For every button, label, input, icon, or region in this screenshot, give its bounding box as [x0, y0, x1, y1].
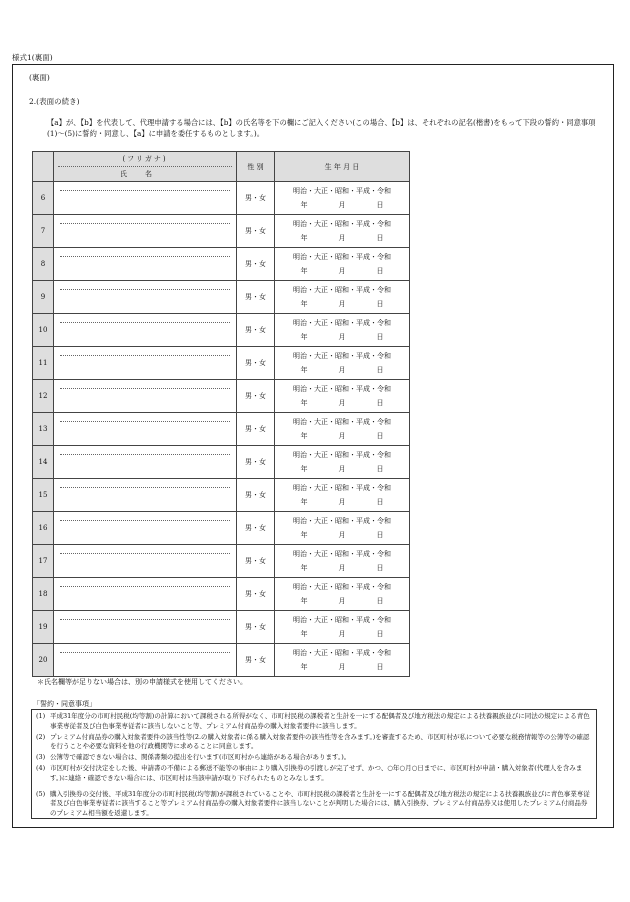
- date-parts: [275, 495, 409, 509]
- era-options: 明治・大正・昭和・平成・令和: [293, 418, 391, 426]
- month-label: 月: [338, 267, 346, 275]
- date-parts: [275, 627, 409, 641]
- era-options: 明治・大正・昭和・平成・令和: [293, 517, 391, 525]
- gender-field[interactable]: 男・女: [237, 314, 275, 347]
- form-frame: [12, 64, 614, 828]
- month-label: 月: [338, 531, 346, 539]
- era-options: 明治・大正・昭和・平成・令和: [293, 187, 391, 195]
- date-parts: [275, 297, 409, 311]
- furigana-field[interactable]: [60, 611, 230, 620]
- year-label: 年: [300, 564, 308, 572]
- dob-field[interactable]: [275, 479, 410, 512]
- year-label: 年: [300, 267, 308, 275]
- day-label: 日: [376, 663, 384, 671]
- day-label: 日: [376, 300, 384, 308]
- gender-field[interactable]: 男・女: [237, 413, 275, 446]
- overflow-note: ＊氏名欄等が足りない場合は、別の申請様式を使用してください。: [37, 678, 247, 686]
- dob-field[interactable]: [275, 215, 410, 248]
- dob-field[interactable]: [275, 347, 410, 380]
- year-label: 年: [300, 597, 308, 605]
- back-side-label: (裏面): [29, 73, 50, 82]
- day-label: 日: [376, 465, 384, 473]
- furigana-field[interactable]: [60, 644, 230, 653]
- gender-field[interactable]: 男・女: [237, 380, 275, 413]
- furigana-field[interactable]: [60, 512, 230, 521]
- table-row: [33, 545, 410, 578]
- table-row: [33, 512, 410, 545]
- date-parts: [275, 594, 409, 608]
- month-label: 月: [338, 630, 346, 638]
- month-label: 月: [338, 432, 346, 440]
- table-row: [33, 215, 410, 248]
- intro-paragraph: 【a】が、【b】を代表して、代理申請する場合には、【b】の氏名等を下の欄にご記入ください(この場合、【b】は、それぞれの記名(楷書)をもって下段の誓約・同意事項(1)〜(5)に誓約・同意し、【a】に申請を委任するものとします。)。: [47, 118, 596, 138]
- oath-title: 「誓約・同意事項」: [33, 700, 96, 708]
- row-number: 12: [33, 380, 54, 413]
- gender-field[interactable]: 男・女: [237, 215, 275, 248]
- day-label: 日: [376, 399, 384, 407]
- year-label: 年: [300, 663, 308, 671]
- name-field[interactable]: [54, 545, 237, 578]
- name-header-label: 氏名: [120, 170, 170, 178]
- month-label: 月: [338, 399, 346, 407]
- name-field[interactable]: [54, 182, 237, 215]
- dob-field[interactable]: [275, 611, 410, 644]
- table-row: [33, 281, 410, 314]
- year-label: 年: [300, 531, 308, 539]
- applicant-table: [32, 151, 410, 677]
- table-row: [33, 578, 410, 611]
- dob-field[interactable]: [275, 182, 410, 215]
- gender-field[interactable]: 男・女: [237, 479, 275, 512]
- era-options: 明治・大正・昭和・平成・令和: [293, 253, 391, 261]
- name-header: [54, 152, 237, 182]
- number-header: [33, 152, 54, 182]
- furigana-field[interactable]: [60, 446, 230, 455]
- name-field[interactable]: [54, 380, 237, 413]
- era-options: 明治・大正・昭和・平成・令和: [293, 385, 391, 393]
- era-options: 明治・大正・昭和・平成・令和: [293, 484, 391, 492]
- row-number: 19: [33, 611, 54, 644]
- furigana-field[interactable]: [60, 281, 230, 290]
- era-options: 明治・大正・昭和・平成・令和: [293, 319, 391, 327]
- year-label: 年: [300, 399, 308, 407]
- table-row: [33, 347, 410, 380]
- era-options: 明治・大正・昭和・平成・令和: [293, 616, 391, 624]
- day-label: 日: [376, 234, 384, 242]
- form-label: 様式1(裏面): [12, 53, 53, 62]
- date-parts: [275, 198, 409, 212]
- date-parts: [275, 264, 409, 278]
- year-label: 年: [300, 366, 308, 374]
- gender-field[interactable]: 男・女: [237, 446, 275, 479]
- furigana-field[interactable]: [60, 545, 230, 554]
- furigana-field[interactable]: [60, 380, 230, 389]
- row-number: 9: [33, 281, 54, 314]
- gender-field[interactable]: 男・女: [237, 545, 275, 578]
- era-options: 明治・大正・昭和・平成・令和: [293, 220, 391, 228]
- date-parts: [275, 660, 409, 674]
- day-label: 日: [376, 564, 384, 572]
- dob-field[interactable]: [275, 380, 410, 413]
- dob-field[interactable]: [275, 413, 410, 446]
- gender-field[interactable]: 男・女: [237, 347, 275, 380]
- dob-field[interactable]: [275, 248, 410, 281]
- name-field[interactable]: [54, 248, 237, 281]
- furigana-field[interactable]: [60, 314, 230, 323]
- year-label: 年: [300, 465, 308, 473]
- name-field[interactable]: [54, 512, 237, 545]
- name-field[interactable]: [54, 413, 237, 446]
- table-row: [33, 248, 410, 281]
- row-number: 8: [33, 248, 54, 281]
- table-row: [33, 479, 410, 512]
- dob-field[interactable]: [275, 545, 410, 578]
- day-label: 日: [376, 498, 384, 506]
- era-options: 明治・大正・昭和・平成・令和: [293, 451, 391, 459]
- gender-header: 性 別: [237, 152, 275, 182]
- name-field[interactable]: [54, 347, 237, 380]
- day-label: 日: [376, 333, 384, 341]
- gender-field[interactable]: 男・女: [237, 512, 275, 545]
- date-parts: [275, 231, 409, 245]
- month-label: 月: [338, 366, 346, 374]
- section-title: 2.(表面の続き): [29, 97, 80, 106]
- name-field[interactable]: [54, 446, 237, 479]
- table-row: [33, 611, 410, 644]
- oath-item: (5) 購入引換券の交付後、平成31年度分の市町村民税(均等割)が課税されていることや、市町村民税の課税者と生計を一にする配偶者及び地方税法の規定による扶養親族並びに青色事業専従者及び白色事業専従者に該当すること等プレミアム付商品券の購入対象者要件に該当しないことが判明した場合には、購入引換券、プレミアム付商品券又は使用したプレミアム付商品券のプレミアム相当額を返還します。: [36, 789, 590, 818]
- dob-field[interactable]: [275, 314, 410, 347]
- era-options: 明治・大正・昭和・平成・令和: [293, 583, 391, 591]
- oath-item: (2) プレミアム付商品券の購入対象者要件の該当性等(2.の購入対象者に係る購入対象者要件の該当性等を含みます。)を審査するため、市区町村が私について必要な税務情報等の公簿等の確認を行うことや必要な資料を他の行政機関等に求めることに同意します。: [36, 732, 590, 751]
- row-number: 15: [33, 479, 54, 512]
- dob-header: 生 年 月 日: [275, 152, 410, 182]
- table-row: [33, 446, 410, 479]
- furigana-field[interactable]: [60, 248, 230, 257]
- oath-box: [31, 709, 597, 819]
- dob-field[interactable]: [275, 281, 410, 314]
- furigana-field[interactable]: [60, 578, 230, 587]
- row-number: 6: [33, 182, 54, 215]
- name-field[interactable]: [54, 479, 237, 512]
- date-parts: [275, 462, 409, 476]
- table-row: [33, 413, 410, 446]
- row-number: 16: [33, 512, 54, 545]
- furigana-field[interactable]: [60, 215, 230, 224]
- year-label: 年: [300, 300, 308, 308]
- date-parts: [275, 363, 409, 377]
- era-options: 明治・大正・昭和・平成・令和: [293, 649, 391, 657]
- date-parts: [275, 528, 409, 542]
- table-row: [33, 380, 410, 413]
- row-number: 11: [33, 347, 54, 380]
- row-number: 18: [33, 578, 54, 611]
- day-label: 日: [376, 531, 384, 539]
- name-field[interactable]: [54, 281, 237, 314]
- row-number: 17: [33, 545, 54, 578]
- year-label: 年: [300, 498, 308, 506]
- row-number: 10: [33, 314, 54, 347]
- month-label: 月: [338, 597, 346, 605]
- day-label: 日: [376, 201, 384, 209]
- day-label: 日: [376, 366, 384, 374]
- table-row: [33, 182, 410, 215]
- table-row: [33, 644, 410, 677]
- year-label: 年: [300, 201, 308, 209]
- day-label: 日: [376, 597, 384, 605]
- name-field[interactable]: [54, 578, 237, 611]
- oath-item: (1) 平成31年度分の市町村民税(均等割)の計算において課税される所得がなく、市町村民税の課税者と生計を一にする配偶者及び地方税法の規定による扶養親族並びに同法の規定による青色事業専従者及び白色事業専従者に該当しないこと等、プレミアム付商品券の購入対象者要件に該当します。: [36, 712, 590, 730]
- date-parts: [275, 396, 409, 410]
- month-label: 月: [338, 564, 346, 572]
- gender-field[interactable]: 男・女: [237, 281, 275, 314]
- row-number: 13: [33, 413, 54, 446]
- day-label: 日: [376, 432, 384, 440]
- year-label: 年: [300, 432, 308, 440]
- era-options: 明治・大正・昭和・平成・令和: [293, 550, 391, 558]
- era-options: 明治・大正・昭和・平成・令和: [293, 286, 391, 294]
- furigana-field[interactable]: [60, 347, 230, 356]
- oath-item: (4) 市区町村が交付決定をした後、申請書の不備による郵送不能等の事由により購入引換券の引渡しが完了せず、かつ、○年○月○日までに、市区町村が申請・購入対象者(代理人を含みます。)に連絡・確認できない場合には、市区町村は当該申請が取り下げられたものとみなします。: [36, 763, 583, 782]
- dob-field[interactable]: [275, 578, 410, 611]
- dob-field[interactable]: [275, 644, 410, 677]
- oath-item: (3) 公簿等で確認できない場合は、関係書類の提出を行います(市区町村から連絡がある場合があります。)。: [36, 753, 351, 762]
- date-parts: [275, 330, 409, 344]
- month-label: 月: [338, 201, 346, 209]
- furigana-field[interactable]: [60, 182, 230, 191]
- era-options: 明治・大正・昭和・平成・令和: [293, 352, 391, 360]
- month-label: 月: [338, 234, 346, 242]
- row-number: 14: [33, 446, 54, 479]
- row-number: 20: [33, 644, 54, 677]
- name-field[interactable]: [54, 611, 237, 644]
- name-field[interactable]: [54, 215, 237, 248]
- gender-field[interactable]: 男・女: [237, 611, 275, 644]
- day-label: 日: [376, 630, 384, 638]
- month-label: 月: [338, 498, 346, 506]
- month-label: 月: [338, 663, 346, 671]
- day-label: 日: [376, 267, 384, 275]
- row-number: 7: [33, 215, 54, 248]
- gender-field[interactable]: 男・女: [237, 248, 275, 281]
- table-row: [33, 314, 410, 347]
- month-label: 月: [338, 465, 346, 473]
- dob-field[interactable]: [275, 446, 410, 479]
- month-label: 月: [338, 300, 346, 308]
- gender-field[interactable]: 男・女: [237, 578, 275, 611]
- date-parts: [275, 561, 409, 575]
- furigana-field[interactable]: [60, 479, 230, 488]
- name-field[interactable]: [54, 644, 237, 677]
- dob-field[interactable]: [275, 512, 410, 545]
- gender-field[interactable]: 男・女: [237, 182, 275, 215]
- year-label: 年: [300, 333, 308, 341]
- furigana-header: (フリガナ): [58, 154, 232, 167]
- month-label: 月: [338, 333, 346, 341]
- gender-field[interactable]: 男・女: [237, 644, 275, 677]
- name-field[interactable]: [54, 314, 237, 347]
- table-header-row: [33, 152, 410, 182]
- date-parts: [275, 429, 409, 443]
- year-label: 年: [300, 630, 308, 638]
- furigana-field[interactable]: [60, 413, 230, 422]
- year-label: 年: [300, 234, 308, 242]
